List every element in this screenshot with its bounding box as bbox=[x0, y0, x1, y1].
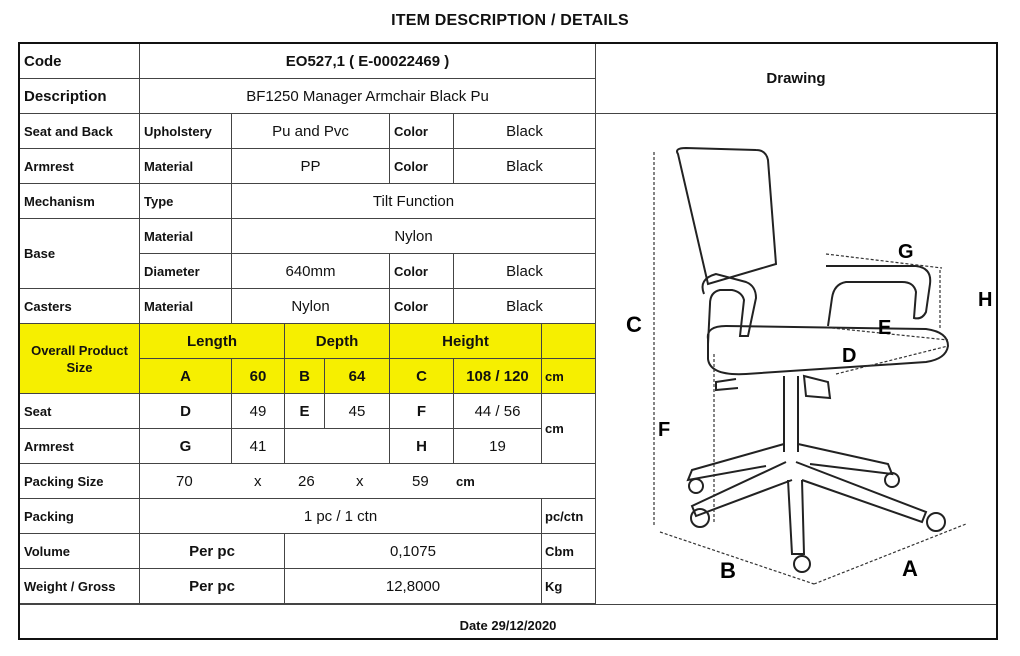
base-diameter-label: Diameter bbox=[140, 254, 232, 289]
letter-e: E bbox=[878, 317, 892, 339]
upholstery-label: Upholstery bbox=[140, 114, 232, 149]
depth-header: Depth bbox=[285, 324, 390, 359]
overall-size-label: Overall Product Size bbox=[20, 324, 140, 394]
weight-label: Weight / Gross bbox=[20, 569, 140, 604]
packing-x1: x bbox=[254, 472, 262, 490]
overall-blank bbox=[542, 324, 596, 359]
armrest-dims-label: Armrest bbox=[20, 429, 140, 464]
armrest-label: Armrest bbox=[20, 149, 140, 184]
letter-h: H bbox=[978, 289, 993, 311]
armrest-color-value: Black bbox=[454, 149, 596, 184]
gas-lift-shape bbox=[784, 376, 798, 452]
dim-h-value: 19 bbox=[454, 429, 542, 464]
armrest-blank bbox=[285, 429, 390, 464]
caster-3 bbox=[885, 473, 899, 487]
seat-back-label: Seat and Back bbox=[20, 114, 140, 149]
base-color-label: Color bbox=[390, 254, 454, 289]
dim-g-value: 41 bbox=[232, 429, 285, 464]
casters-color-value: Black bbox=[454, 289, 596, 324]
length-header: Length bbox=[140, 324, 285, 359]
base-color-value: Black bbox=[454, 254, 596, 289]
dim-b-value: 64 bbox=[325, 359, 390, 394]
caster-1 bbox=[691, 509, 709, 527]
mechanism-type-label: Type bbox=[140, 184, 232, 219]
drawing-area bbox=[596, 114, 996, 604]
packing-width: 70 bbox=[176, 472, 193, 490]
seat-color-value: Black bbox=[454, 114, 596, 149]
dim-c-value: 108 / 120 bbox=[454, 359, 542, 394]
letter-f: F bbox=[658, 419, 671, 441]
casters-color-label: Color bbox=[390, 289, 454, 324]
letter-d: D bbox=[842, 345, 857, 367]
dim-line-a bbox=[814, 524, 966, 584]
backrest-shape bbox=[677, 148, 776, 284]
base-diameter-value: 640mm bbox=[232, 254, 390, 289]
dim-f-letter: F bbox=[390, 394, 454, 429]
caster-2 bbox=[689, 479, 703, 493]
armrest-material-value: PP bbox=[232, 149, 390, 184]
volume-label: Volume bbox=[20, 534, 140, 569]
base-material-value: Nylon bbox=[232, 219, 596, 254]
packing-size-label: Packing Size bbox=[20, 464, 140, 499]
description-value: BF1250 Manager Armchair Black Pu bbox=[140, 79, 596, 114]
mechanism-label: Mechanism bbox=[20, 184, 140, 219]
letter-b: B bbox=[720, 558, 736, 583]
packing-size-row bbox=[140, 464, 596, 499]
dim-h-letter: H bbox=[390, 429, 454, 464]
dim-a-value: 60 bbox=[232, 359, 285, 394]
volume-value: 0,1075 bbox=[285, 534, 542, 569]
dim-g-letter: G bbox=[140, 429, 232, 464]
drawing-header: Drawing bbox=[596, 44, 996, 114]
base-material-label: Material bbox=[140, 219, 232, 254]
packing-label: Packing bbox=[20, 499, 140, 534]
seat-shape bbox=[708, 326, 948, 374]
volume-per: Per pc bbox=[140, 534, 285, 569]
packing-height: 59 bbox=[412, 472, 429, 490]
packing-unit: pc/ctn bbox=[542, 499, 596, 534]
height-header: Height bbox=[390, 324, 542, 359]
dim-d-value: 49 bbox=[232, 394, 285, 429]
seat-color-label: Color bbox=[390, 114, 454, 149]
casters-material-label: Material bbox=[140, 289, 232, 324]
overall-unit: cm bbox=[542, 359, 596, 394]
dim-b-letter: B bbox=[285, 359, 325, 394]
lever-shape bbox=[716, 379, 738, 390]
upholstery-value: Pu and Pvc bbox=[232, 114, 390, 149]
dim-f-value: 44 / 56 bbox=[454, 394, 542, 429]
packing-size-unit: cm bbox=[456, 473, 475, 489]
chair-drawing bbox=[596, 114, 996, 604]
casters-material-value: Nylon bbox=[232, 289, 390, 324]
volume-unit: Cbm bbox=[542, 534, 596, 569]
packing-depth: 26 bbox=[298, 472, 315, 490]
seat-dims-label: Seat bbox=[20, 394, 140, 429]
weight-unit: Kg bbox=[542, 569, 596, 604]
packing-x2: x bbox=[356, 472, 364, 490]
date-label: Date 29/12/2020 bbox=[459, 617, 557, 633]
mechanism-type-value: Tilt Function bbox=[232, 184, 596, 219]
code-label: Code bbox=[20, 44, 140, 79]
mechanism-shape bbox=[804, 376, 830, 398]
dim-a-letter: A bbox=[140, 359, 232, 394]
weight-per: Per pc bbox=[140, 569, 285, 604]
caster-5 bbox=[794, 556, 810, 572]
dim-e-letter: E bbox=[285, 394, 325, 429]
base-label: Base bbox=[20, 219, 140, 289]
letter-g: G bbox=[898, 241, 914, 263]
letter-c: C bbox=[626, 312, 642, 337]
armrest-material-label: Material bbox=[140, 149, 232, 184]
dim-d-letter: D bbox=[140, 394, 232, 429]
base-star-shape bbox=[688, 444, 926, 554]
weight-value: 12,8000 bbox=[285, 569, 542, 604]
packing-value: 1 pc / 1 ctn bbox=[140, 499, 542, 534]
armrest-color-label: Color bbox=[390, 149, 454, 184]
dim-c-letter: C bbox=[390, 359, 454, 394]
date-divider bbox=[20, 604, 996, 605]
casters-label: Casters bbox=[20, 289, 140, 324]
code-value: EO527,1 ( E-00022469 ) bbox=[140, 44, 596, 79]
letter-a: A bbox=[902, 556, 918, 581]
seat-arm-unit: cm bbox=[542, 394, 596, 464]
page-title: ITEM DESCRIPTION / DETAILS bbox=[391, 12, 629, 29]
description-label: Description bbox=[20, 79, 140, 114]
caster-4 bbox=[927, 513, 945, 531]
dim-e-value: 45 bbox=[325, 394, 390, 429]
left-armrest-shape bbox=[703, 274, 757, 344]
spec-sheet bbox=[18, 42, 998, 640]
